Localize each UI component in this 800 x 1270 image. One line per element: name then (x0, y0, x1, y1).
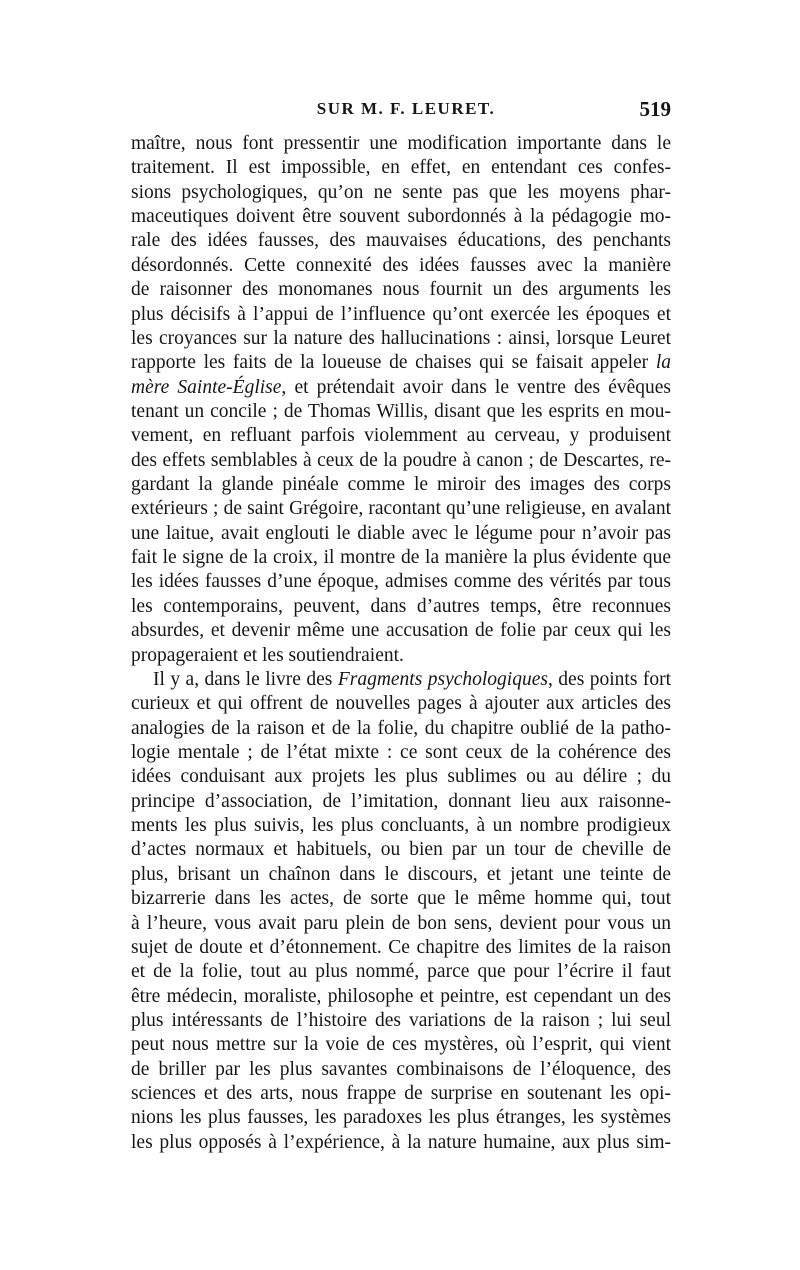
text-line: de briller par les plus savantes combinaisons de l’éloquence, des (131, 1058, 671, 1080)
text-line: les idées fausses d’une époque, admises comme des vérités par tous (131, 571, 671, 593)
italic-title: Fragments psychologiques (337, 668, 548, 690)
text-line: principe d’association, de l’imitation, donnant lieu aux raisonne- (131, 790, 671, 812)
paragraph-1 (131, 132, 671, 668)
text-line: désordonnés. Cette connexité des idées fausses avec la manière (131, 254, 671, 276)
text-line: rapporte les faits de la loueuse de chaises qui se faisait appeler la (131, 352, 671, 374)
text-line: rale des idées fausses, des mauvaises éducations, des penchants (131, 230, 671, 252)
text-line: sujet de doute et d’étonnement. Ce chapitre des limites de la raison (131, 936, 671, 958)
text-line: d’actes normaux et habituels, ou bien par un tour de cheville de (131, 839, 671, 861)
text-line: bizarrerie dans les actes, de sorte que le même homme qui, tout (131, 888, 671, 910)
text-line: nions les plus fausses, les paradoxes les plus étranges, les systèmes (131, 1107, 671, 1129)
text-line: analogies de la raison et de la folie, du chapitre oublié de la patho- (131, 717, 671, 739)
text-line: des effets semblables à ceux de la poudre à canon ; de Descartes, re- (131, 449, 671, 471)
running-head (131, 99, 671, 127)
text-line: plus décisifs à l’appui de l’influence qu’ont exercée les époques et (131, 303, 671, 325)
text-line: extérieurs ; de saint Grégoire, racontant qu’une religieuse, en avalant (131, 498, 671, 520)
text-line: gardant la glande pinéale comme le miroir des images des corps (131, 474, 671, 496)
text-line: idées conduisant aux projets les plus sublimes ou au délire ; du (131, 766, 671, 788)
paragraph-2 (131, 668, 671, 1155)
text-line: de raisonner des monomanes nous fournit un des arguments les (131, 279, 671, 301)
italic-title: la (655, 352, 671, 374)
text-line: à l’heure, vous avait paru plein de bon sens, devient pour vous un (131, 912, 671, 934)
text-line: traitement. Il est impossible, en effet, en entendant ces confes- (131, 157, 671, 179)
text-line: Il y a, dans le livre des Fragments psychologiques, des points fort (153, 668, 671, 690)
text-line: les plus opposés à l’expérience, à la nature humaine, aux plus sim- (131, 1131, 671, 1153)
page-number: 519 (639, 97, 671, 121)
text-line: ments les plus suivis, les plus concluants, à un nombre prodigieux (131, 815, 671, 837)
text-line: plus, brisant un chaînon dans le discours, et jetant une teinte de (131, 863, 671, 885)
running-title: SUR M. F. LEURET. (316, 99, 496, 118)
text-line: fait le signe de la croix, il montre de la manière la plus évidente que (131, 547, 671, 569)
text-line: être médecin, moraliste, philosophe et peintre, est cependant un des (131, 985, 671, 1007)
text-line: mère Sainte-Église, et prétendait avoir dans le ventre des évêques (131, 376, 672, 398)
text-line: tenant un concile ; de Thomas Willis, disant que les esprits en mou- (131, 400, 671, 422)
text-line: propageraient et les soutiendraient. (131, 644, 404, 666)
text-line: les croyances sur la nature des hallucinations : ainsi, lorsque Leuret (131, 327, 671, 349)
text-line: logie mentale ; de l’état mixte : ce sont ceux de la cohérence des (131, 741, 671, 763)
text-line: sciences et des arts, nous frappe de surprise en soutenant les opi- (131, 1083, 671, 1105)
body-text (131, 132, 671, 1155)
text-line: peut nous mettre sur la voie de ces mystères, où l’esprit, qui vient (131, 1034, 671, 1056)
text-line: absurdes, et devenir même une accusation de folie par ceux qui les (131, 620, 671, 642)
text-line: et de la folie, tout au plus nommé, parce que pour l’écrire il faut (131, 961, 671, 983)
text-line: maître, nous font pressentir une modification importante dans le (131, 133, 671, 154)
italic-title: mère Sainte-Église (131, 376, 282, 398)
text-line: une laitue, avait englouti le diable avec le légume pour n’avoir pas (131, 522, 671, 544)
text-line: vement, en refluant parfois violemment au cerveau, y produisent (131, 425, 671, 447)
text-line: les contemporains, peuvent, dans d’autres temps, être reconnues (131, 595, 671, 617)
text-line: maceutiques doivent être souvent subordonnés à la pédagogie mo- (131, 206, 671, 228)
text-line: sions psychologiques, qu’on ne sente pas que les moyens phar- (131, 181, 671, 203)
text-line: curieux et qui offrent de nouvelles pages à ajouter aux articles des (131, 693, 671, 715)
text-line: plus intéressants de l’histoire des variations de la raison ; lui seul (131, 1009, 671, 1031)
